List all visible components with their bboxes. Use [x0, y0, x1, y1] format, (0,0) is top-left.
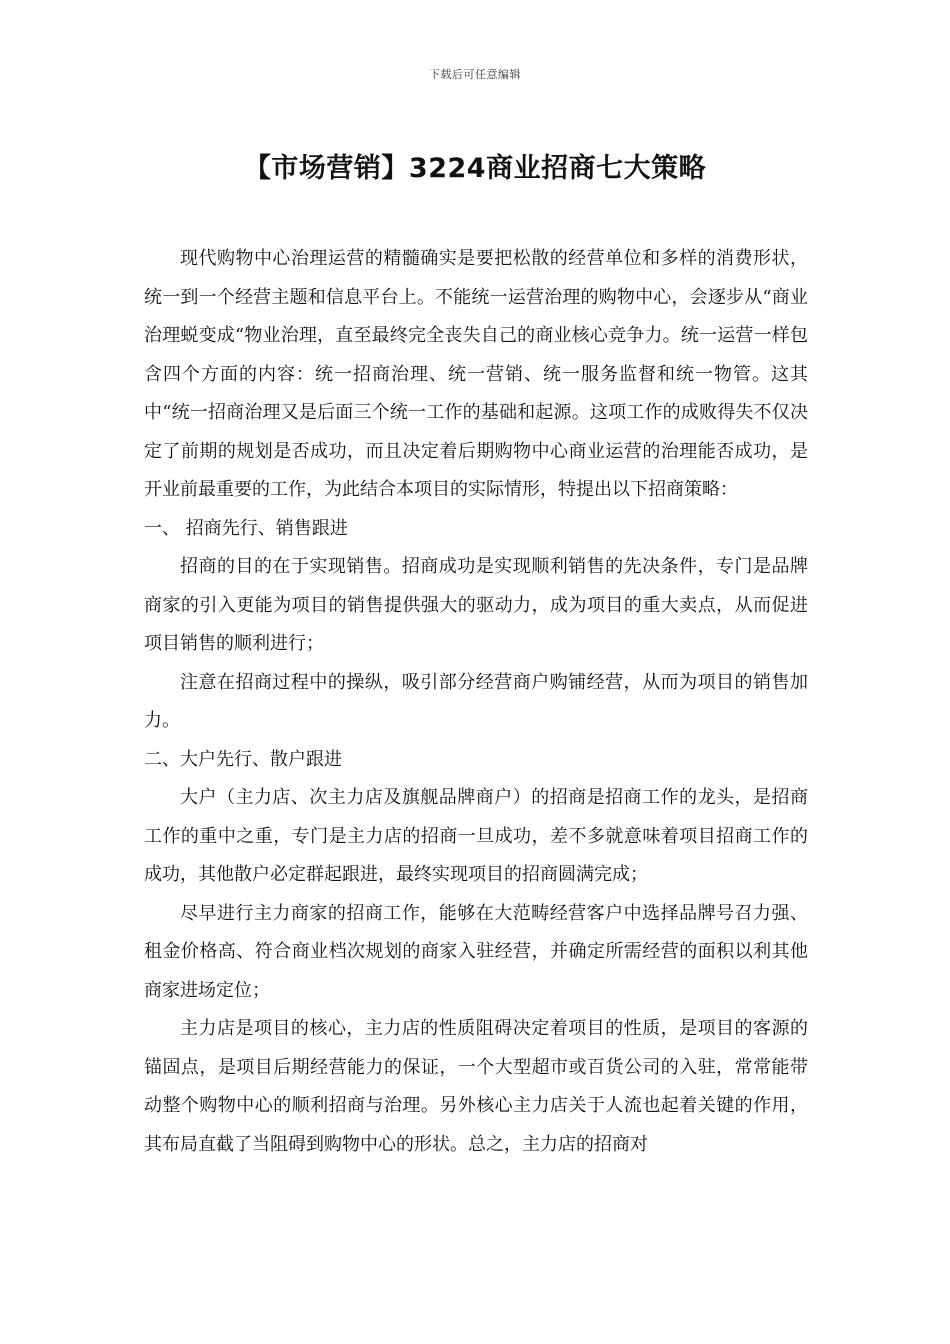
section-heading: 一、 招商先行、销售跟进 — [144, 517, 348, 539]
body-paragraph: 大户（主力店、次主力店及旗舰品牌商户）的招商是招商工作的龙头，是招商工作的重中之重，专门是主力店的招商一旦成功，差不多就意味着项目招商工作的成功，其他散户必定群起跟进，最终实现项目的招商圆满完成； — [144, 787, 808, 885]
body-paragraph: 现代购物中心治理运营的精髓确实是要把松散的经营单位和多样的消费形状，统一到一个经营主题和信息平台上。不能统一运营治理的购物中心，会逐步从“商业治理蜕变成“物业治理，直至最终完全丧失自己的商业核心竞争力。统一运营一样包含四个方面的内容：统一招商治理、统一营销、统一服务监督和统一物管。这其中“统一招商治理又是后面三个统一工作的基础和起源。这项工作的成败得失不仅决定了前期的规划是否成功，而且决定着后期购物中心商业运营的治理能否成功，是开业前最重要的工作，为此结合本项目的实际情形，特提出以下招商策略： — [144, 248, 808, 500]
body-paragraph: 尽早进行主力商家的招商工作，能够在大范畴经营客户中选择品牌号召力强、租金价格高、符合商业档次规划的商家入驻经营，并确定所需经营的面积以利其他商家进场定位； — [144, 902, 808, 1001]
section-heading: 二、大户先行、散户跟进 — [144, 748, 342, 770]
body-paragraph: 招商的目的在于实现销售。招商成功是实现顺利销售的先决条件，专门是品牌商家的引入更能为项目的销售提供强大的驱动力，成为项目的重大卖点，从而促进项目销售的顺利进行； — [144, 556, 808, 654]
body-paragraph: 注意在招商过程中的操纵，吸引部分经营商户购铺经营，从而为项目的销售加力。 — [144, 671, 808, 731]
page-header: 下载后可任意编辑 — [429, 68, 521, 81]
document-body — [144, 240, 808, 1164]
document-title: 【市场营销】3224商业招商七大策略 — [243, 153, 707, 184]
body-paragraph: 主力店是项目的核心，主力店的性质阻碍决定着项目的性质，是项目的客源的锚固点，是项目后期经营能力的保证，一个大型超市或百货公司的入驻，常常能带动整个购物中心的顺利招商与治理。另外核心主力店关于人流也起着关键的作用，其布局直截了当阻碍到购物中心的形状。总之，主力店的招商对 — [144, 1018, 808, 1155]
